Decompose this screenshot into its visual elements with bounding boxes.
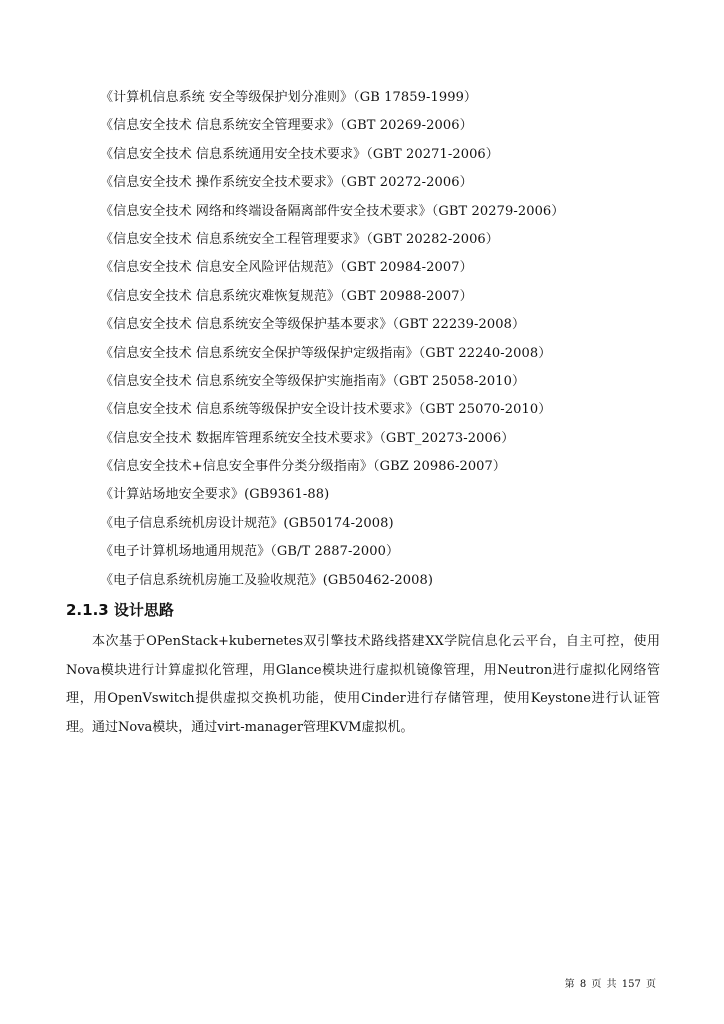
reference-item: 《信息安全技术 信息系统安全管理要求》（GBT 20269-2006） [100,118,473,134]
reference-item: 《电子信息系统机房施工及验收规范》(GB50462-2008) [100,572,434,588]
reference-item: 《电子计算机场地通用规范》（GB/T 2887-2000） [100,544,400,560]
reference-item: 《信息安全技术+信息安全事件分类分级指南》（GBZ 20986-2007） [100,459,507,475]
reference-item: 《信息安全技术 信息系统安全等级保护基本要求》（GBT 22239-2008） [100,317,526,333]
reference-item: 《信息安全技术 信息系统灾难恢复规范》（GBT 20988-2007） [100,288,473,304]
reference-item: 《信息安全技术 信息系统安全工程管理要求》（GBT 20282-2006） [100,231,499,247]
reference-item: 《信息安全技术 信息安全风险评估规范》（GBT 20984-2007） [100,260,473,276]
reference-list [100,86,700,597]
reference-item: 《信息安全技术 信息系统安全保护等级保护定级指南》（GBT 22240-2008） [100,345,552,361]
reference-item: 《计算站场地安全要求》(GB9361-88) [100,487,330,503]
page-number-footer: 第 8 页 共 157 页 [564,979,656,990]
reference-item: 《信息安全技术 信息系统通用安全技术要求》（GBT 20271-2006） [100,146,499,162]
section-heading: 2.1.3 设计思路 [66,601,174,619]
reference-item: 《信息安全技术 数据库管理系统安全技术要求》（GBT_20273-2006） [100,430,515,446]
design-paragraph: 本次基于OPenStack+kubernetes双引擎技术路线搭建XX学院信息化云平台，自主可控，使用Nova模块进行计算虚拟化管理，用Glance模块进行虚拟机镜像管理，用Neutron进行虚拟化网络管理，用OpenVswitch提供虚拟交换机功能，使用Cinder进行存储管理，使用Keystone进行认证管理。通过Nova模块，通过virt-manager管理KVM虚拟机。 [66,634,660,735]
reference-item: 《计算机信息系统 安全等级保护划分准则》（GB 17859-1999） [100,90,478,105]
reference-item: 《信息安全技术 网络和终端设备隔离部件安全技术要求》（GBT 20279-2006） [100,203,565,219]
reference-item: 《信息安全技术 操作系统安全技术要求》（GBT 20272-2006） [100,175,473,191]
reference-item: 《信息安全技术 信息系统等级保护安全设计技术要求》（GBT 25070-2010） [100,402,552,418]
reference-item: 《信息安全技术 信息系统安全等级保护实施指南》（GBT 25058-2010） [100,373,526,389]
reference-item: 《电子信息系统机房设计规范》(GB50174-2008) [100,515,394,531]
